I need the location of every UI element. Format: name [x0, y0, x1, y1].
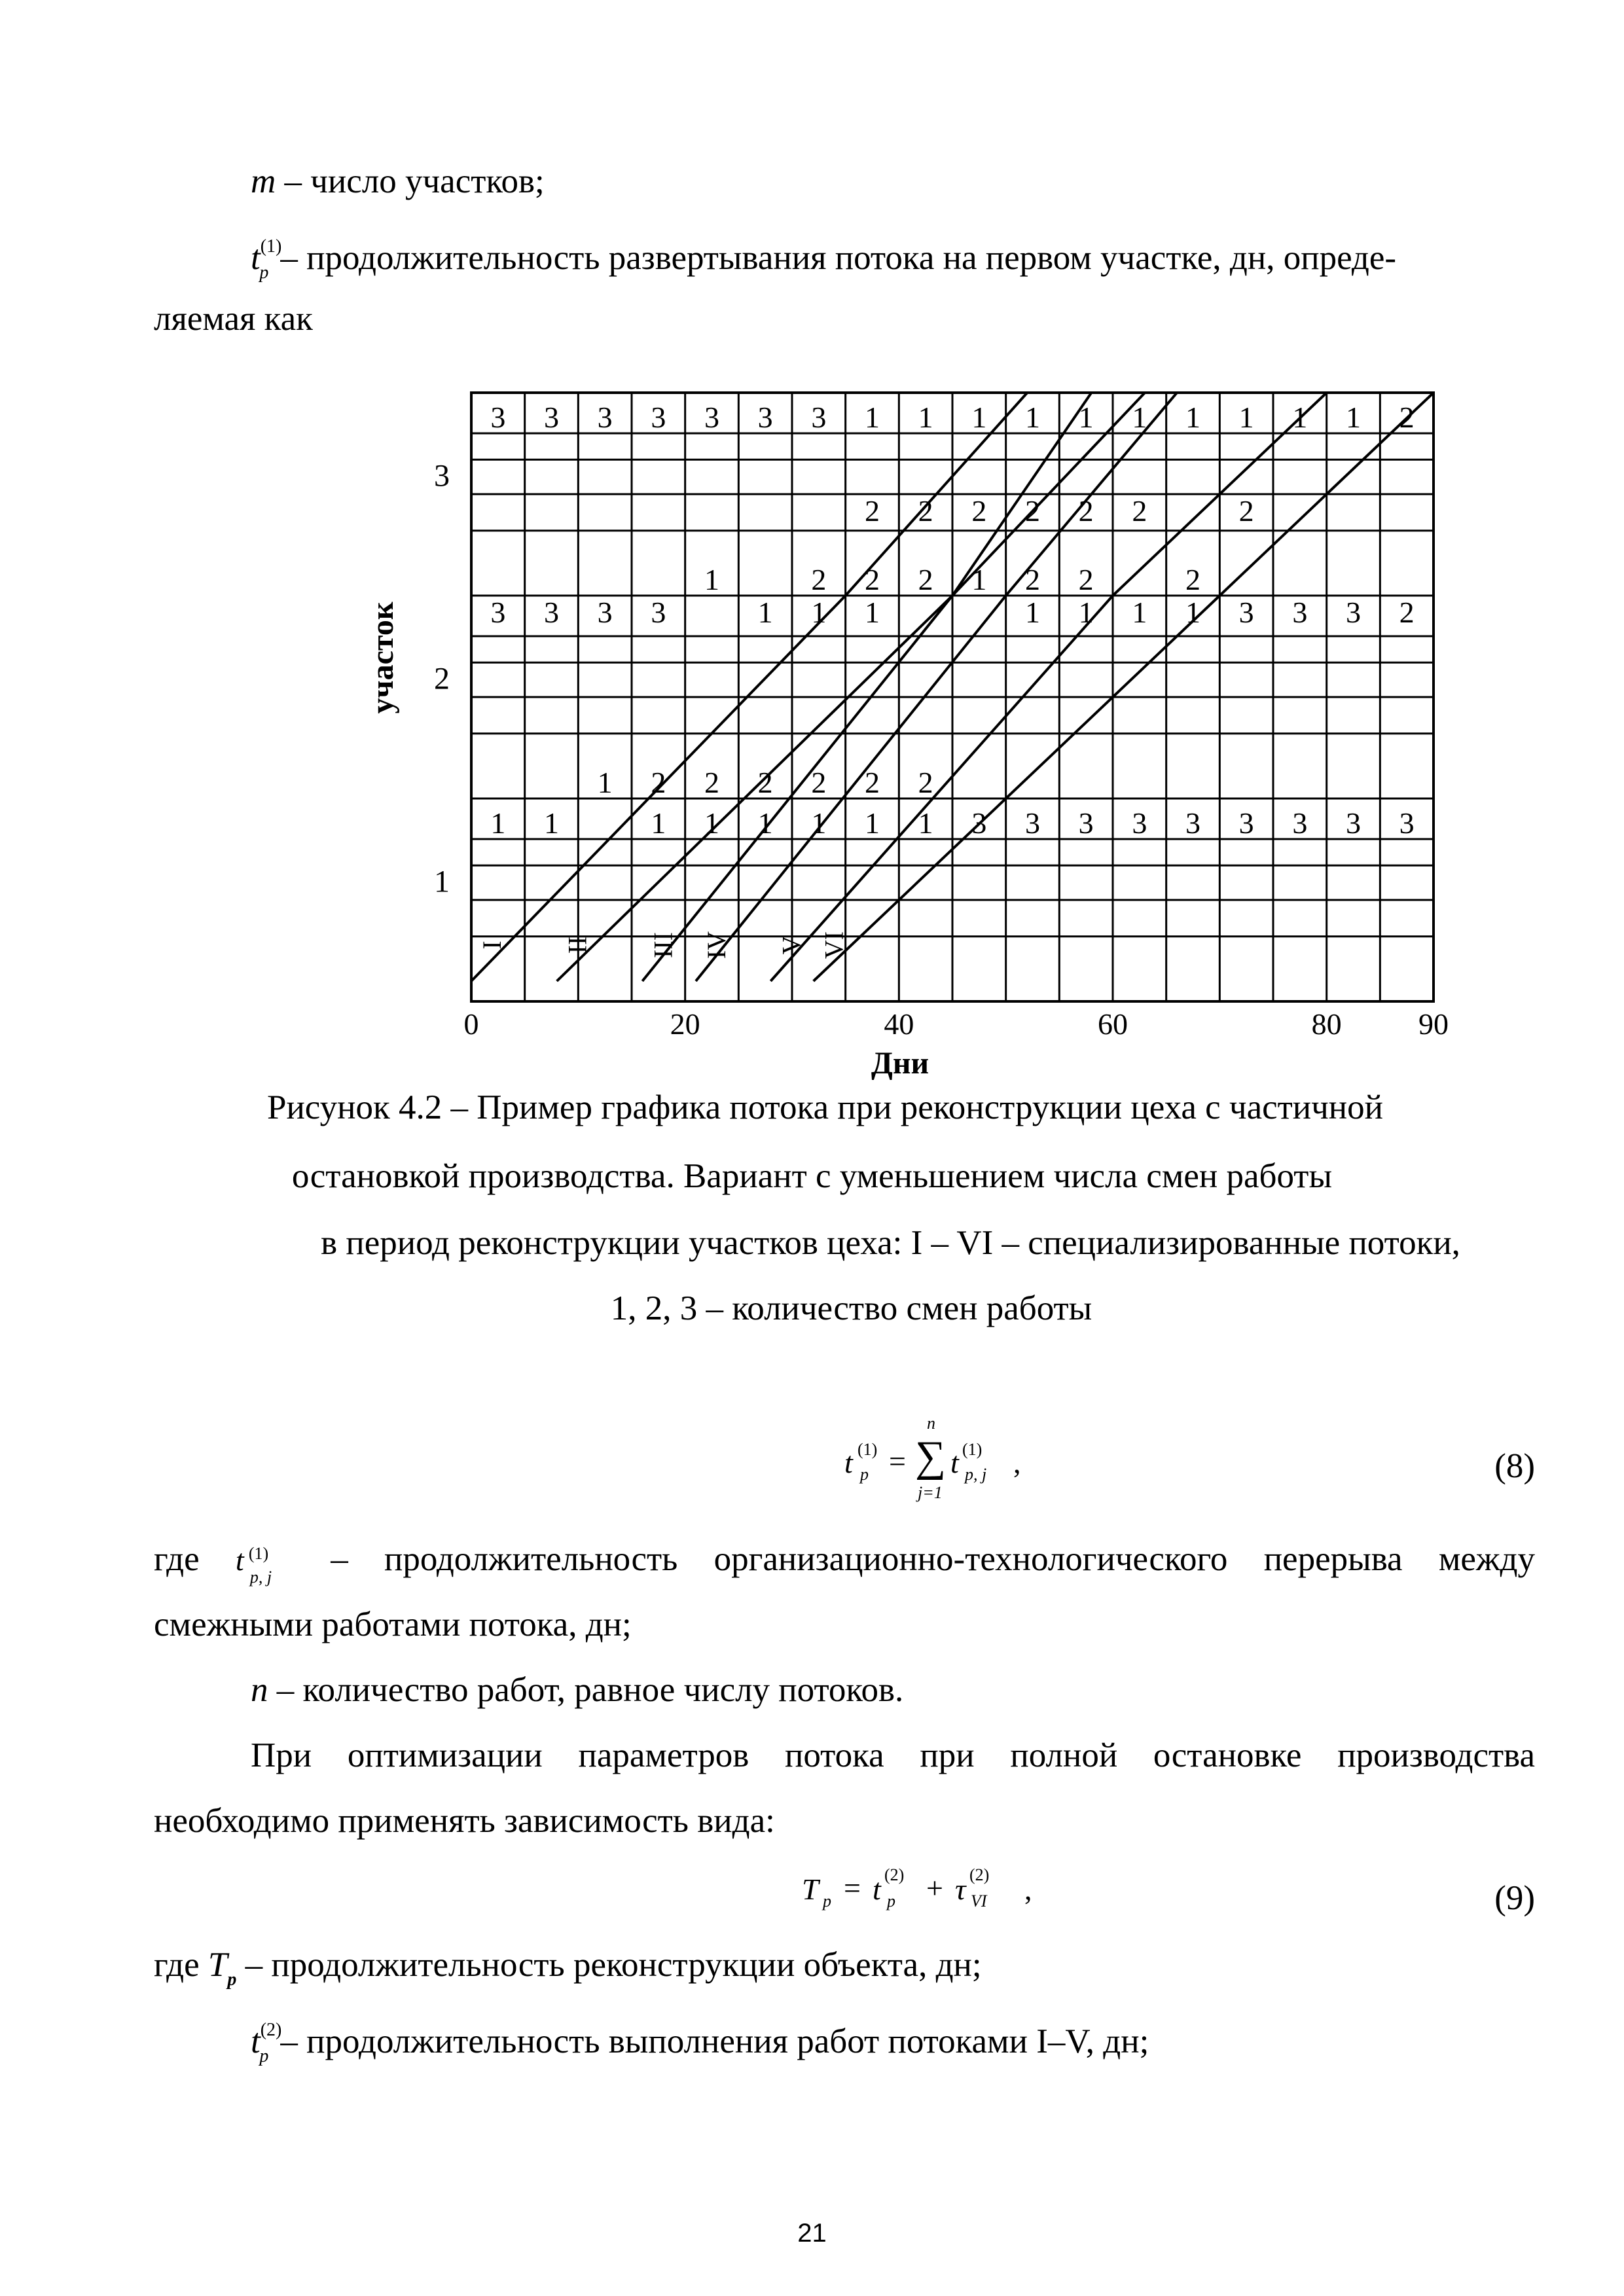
last-t: t — [251, 2022, 261, 2060]
flow-line — [471, 393, 1027, 981]
shift-label: 2 — [1078, 493, 1094, 528]
shift-label: 3 — [544, 595, 559, 629]
shift-label: 3 — [651, 595, 666, 629]
shift-label: 2 — [865, 766, 880, 800]
var-n: n — [251, 1671, 268, 1709]
eq9-tau-sup: (2) — [969, 1865, 990, 1884]
shift-label: 3 — [1078, 806, 1094, 840]
x-axis-label: Дни — [871, 1046, 929, 1081]
shift-label: 2 — [1399, 595, 1415, 629]
line1-rest: – число участков; — [276, 162, 545, 200]
shift-label: 1 — [1132, 401, 1147, 435]
eq8-comma: , — [1013, 1446, 1021, 1479]
x-tick-label: 40 — [884, 1007, 914, 1041]
where1-sub: p, j — [249, 1568, 272, 1587]
last-sup: (2) — [260, 2020, 282, 2040]
eq9-t: t — [873, 1873, 881, 1906]
eq8-rhs-t: t — [950, 1446, 959, 1479]
shift-label: 3 — [597, 401, 613, 435]
flow-line — [557, 393, 1092, 981]
shift-label: 1 — [1025, 401, 1040, 435]
shift-label: 2 — [918, 563, 933, 597]
shift-label: 1 — [1346, 401, 1361, 435]
shift-label: 3 — [1025, 806, 1040, 840]
chart-grid — [471, 393, 1434, 1001]
shift-label: 3 — [1346, 595, 1361, 629]
shift-label: 1 — [1185, 595, 1200, 629]
shift-label: 3 — [757, 401, 773, 435]
shift-label: 2 — [1078, 563, 1094, 597]
caption-line-2: остановкой производства. Вариант с уменьшением числа смен работы — [291, 1157, 1333, 1195]
where2-a: где — [154, 1946, 208, 1984]
n-rest: – количество работ, равное числу потоков. — [268, 1671, 904, 1709]
shift-label: 1 — [757, 806, 773, 840]
flow-label: IV — [702, 931, 731, 960]
equation-9-number: (9) — [1494, 1879, 1535, 1917]
sub: p — [259, 262, 269, 283]
flow-line — [814, 393, 1434, 981]
where-line-2 — [154, 1944, 982, 2001]
shift-label: 3 — [704, 401, 719, 435]
eq9-tau-sub: VI — [971, 1892, 987, 1910]
paragraph-line-2: необходимо применять зависимость вида: — [154, 1802, 775, 1840]
where1-b: – продолжительность организационно-технологического перерыва между — [331, 1540, 1536, 1578]
text-line-3: ляемая как — [154, 300, 313, 338]
x-tick-label: 60 — [1098, 1007, 1128, 1041]
shift-label: 3 — [651, 401, 666, 435]
shift-label: 3 — [490, 595, 506, 629]
eq9-tau: τ — [955, 1873, 966, 1906]
shift-label: 1 — [971, 401, 987, 435]
shift-label: 1 — [704, 563, 719, 597]
shift-label: 2 — [865, 493, 880, 528]
where1-a: где — [154, 1540, 200, 1578]
eq8-sum: ∑ — [915, 1433, 947, 1480]
shift-label: 1 — [865, 595, 880, 629]
shift-label: 1 — [490, 806, 506, 840]
equation-8-number: (8) — [1494, 1447, 1535, 1485]
eq9-equals: = — [844, 1871, 861, 1905]
flow-label: V — [776, 935, 806, 955]
shift-label: 2 — [1238, 493, 1254, 528]
flow-label: II — [562, 936, 592, 954]
shift-label: 1 — [811, 806, 827, 840]
shift-label: 3 — [1346, 806, 1361, 840]
eq9-t-sub: p — [887, 1892, 895, 1910]
where1-symbol — [235, 1538, 295, 1587]
eq8-sum-bottom: j=1 — [918, 1483, 943, 1502]
where2-T-sub: p — [227, 1969, 237, 1990]
where-line-1-cont: смежными работами потока, дн; — [154, 1605, 632, 1643]
flow-label: I — [477, 941, 507, 950]
last-line — [251, 2009, 1149, 2077]
equation-9 — [802, 1859, 1051, 1918]
y-tick-label: 1 — [434, 864, 450, 899]
shift-label: 3 — [490, 401, 506, 435]
flow-chart — [0, 380, 1624, 1100]
shift-label: 3 — [971, 806, 987, 840]
x-tick-label: 90 — [1418, 1007, 1449, 1041]
shift-label: 3 — [1292, 595, 1308, 629]
eq8-lhs-sub: p — [860, 1465, 869, 1484]
shift-label: 2 — [1025, 563, 1040, 597]
shift-label: 2 — [704, 766, 719, 800]
where2-T: T — [208, 1946, 228, 1984]
shift-label: 1 — [1292, 401, 1308, 435]
eq9-plus: + — [926, 1871, 943, 1905]
shift-label: 3 — [597, 595, 613, 629]
shift-label: 2 — [1185, 563, 1200, 597]
x-tick-label: 20 — [670, 1007, 700, 1041]
shift-label: 2 — [1025, 493, 1040, 528]
shift-label: 1 — [811, 595, 827, 629]
shift-label: 3 — [1132, 806, 1147, 840]
shift-label: 2 — [1399, 401, 1415, 435]
page-number: 21 — [797, 2219, 827, 2248]
shift-label: 3 — [1238, 806, 1254, 840]
text-line-1 — [251, 160, 545, 202]
text-line-2 — [251, 226, 1396, 294]
y-tick-label: 3 — [434, 458, 450, 493]
shift-label: 2 — [651, 766, 666, 800]
flow-line — [696, 393, 1177, 981]
last-rest: – продолжительность выполнения работ потоками I–V, дн; — [280, 2022, 1149, 2060]
shift-label: 1 — [1238, 401, 1254, 435]
shift-label: 3 — [544, 401, 559, 435]
caption-line-1: Рисунок 4.2 – Пример графика потока при реконструкции цеха с частичной — [266, 1088, 1384, 1126]
equation-8 — [844, 1414, 1041, 1518]
flow-line — [770, 393, 1326, 981]
sup: (1) — [260, 236, 282, 257]
eq9-T-sub: p — [823, 1892, 831, 1910]
shift-label: 2 — [1132, 493, 1147, 528]
y-tick-label: 2 — [434, 661, 450, 696]
shift-label: 1 — [597, 766, 613, 800]
eq9-comma: , — [1024, 1873, 1032, 1906]
x-tick-label: 80 — [1311, 1007, 1342, 1041]
flow-line — [642, 393, 1145, 981]
chart-axes — [365, 459, 1449, 1081]
shift-label: 2 — [918, 766, 933, 800]
eq8-lhs-sup: (1) — [857, 1440, 878, 1459]
shift-label: 2 — [971, 493, 987, 528]
shift-label: 3 — [1399, 806, 1415, 840]
shift-label: 3 — [1292, 806, 1308, 840]
shift-label: 1 — [704, 806, 719, 840]
shift-label: 3 — [1185, 806, 1200, 840]
eq9-T: T — [802, 1873, 819, 1906]
shift-label: 3 — [811, 401, 827, 435]
shift-label: 1 — [651, 806, 666, 840]
where2-b: – продолжительность реконструкции объекта, дн; — [236, 1946, 982, 1984]
shift-label: 2 — [918, 493, 933, 528]
eq8-equals: = — [889, 1444, 906, 1478]
shift-label: 2 — [811, 766, 827, 800]
shift-label: 1 — [918, 401, 933, 435]
where1-sup: (1) — [248, 1544, 269, 1563]
shift-label: 1 — [918, 806, 933, 840]
shift-label: 1 — [1185, 401, 1200, 435]
eq8-lhs-t: t — [844, 1446, 853, 1479]
shift-label: 3 — [1238, 595, 1254, 629]
shift-label: 2 — [865, 563, 880, 597]
var-m: m — [251, 162, 276, 200]
flow-label: III — [648, 932, 678, 958]
where-line-1 — [154, 1538, 1536, 1587]
eq9-t-sup: (2) — [884, 1865, 905, 1884]
eq8-sum-top: n — [927, 1414, 935, 1433]
shift-label: 1 — [1025, 595, 1040, 629]
x-tick-label: 0 — [463, 1007, 479, 1041]
flow-label: VI — [819, 931, 849, 960]
shift-label: 1 — [971, 563, 987, 597]
shift-label: 1 — [865, 401, 880, 435]
eq8-rhs-sup: (1) — [962, 1440, 983, 1459]
shift-label: 1 — [1078, 401, 1094, 435]
y-axis-label: участок — [365, 601, 400, 714]
eq8-rhs-sub: p, j — [965, 1465, 987, 1484]
shift-label: 2 — [811, 563, 827, 597]
var-t: t — [251, 239, 261, 277]
n-line — [251, 1669, 903, 1711]
shift-label: 1 — [1132, 595, 1147, 629]
line2-rest: – продолжительность развертывания потока на первом участке, дн, опреде- — [280, 239, 1397, 277]
shift-label: 1 — [865, 806, 880, 840]
caption-line-3: в период реконструкции участков цеха: I – VI – специализированные потоки, — [321, 1224, 1460, 1262]
shift-label: 1 — [1078, 595, 1094, 629]
where1-t: t — [235, 1543, 244, 1577]
shift-label: 1 — [757, 595, 773, 629]
shift-label: 2 — [757, 766, 773, 800]
caption-line-4: 1, 2, 3 – количество смен работы — [610, 1289, 1092, 1327]
paragraph-line-1: При оптимизации параметров потока при полной остановке производства — [251, 1736, 1535, 1774]
last-sub: p — [259, 2046, 269, 2066]
shift-label: 1 — [544, 806, 559, 840]
